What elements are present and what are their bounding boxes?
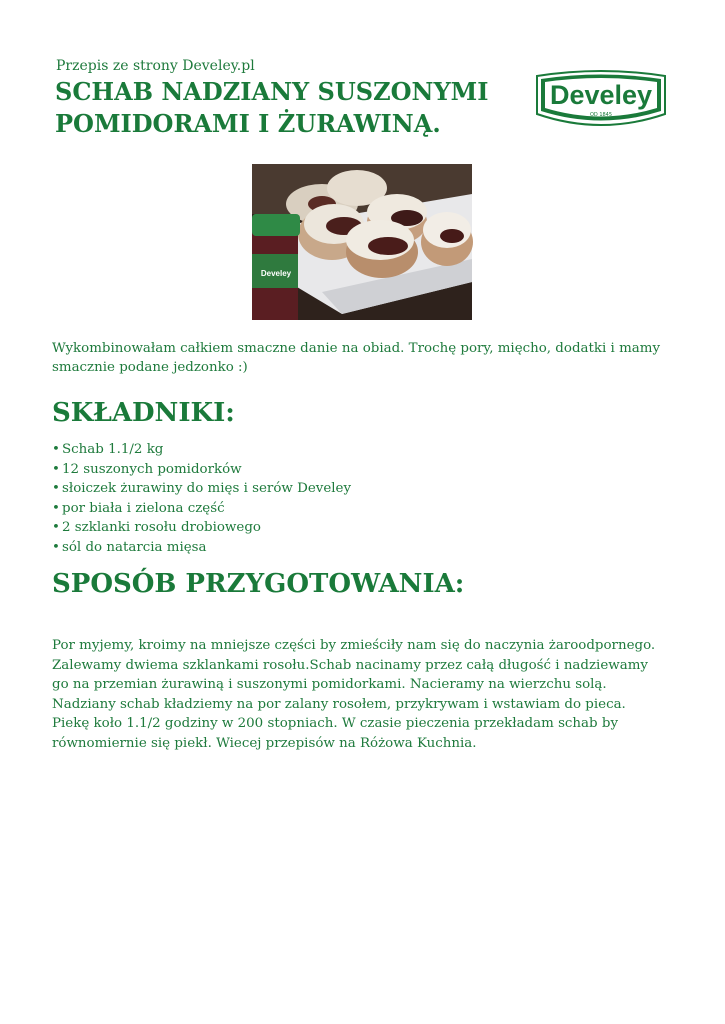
list-item [52, 518, 351, 538]
ingredient-text: sól do natarcia mięsa [62, 539, 207, 555]
ingredient-text: 2 szklanki rosołu drobiowego [62, 520, 261, 535]
bullet-icon: • [52, 481, 60, 496]
recipe-title: SCHAB NADZIANY SUSZONYMI POMIDORAMI I ŻURAWINĄ. [55, 77, 489, 138]
bullet-icon: • [52, 500, 60, 516]
logo-since-text: OD 1845 [589, 112, 613, 118]
method-heading: SPOSÓB PRZYGOTOWANIA: [52, 569, 465, 599]
recipe-photo [252, 164, 472, 420]
list-item [52, 440, 351, 460]
ingredient-text: 12 suszonych pomidorków [62, 461, 242, 477]
intro-paragraph: Wykombinowałam całkiem smaczne danie na obiad. Trochę pory, mięcho, dodatki i mamy smacznie podane jedzonko :) [52, 341, 661, 375]
jar-label-text: Develey [260, 269, 292, 278]
ingredient-text: słoiczek żurawiny do mięs i serów Develey [62, 481, 352, 496]
ingredients-list [52, 440, 351, 557]
bullet-icon: • [52, 539, 60, 555]
logo-brand-text: Develey [549, 80, 653, 110]
list-item [52, 499, 351, 519]
source-text: Przepis ze strony Develey.pl [56, 58, 255, 74]
list-item [52, 460, 351, 480]
ingredients-heading: SKŁADNIKI: [52, 398, 235, 428]
method-paragraph: Por myjemy, kroimy na mniejsze części by zmieściły nam się do naczynia żaroodpornego. Zalewamy dwiema szklankami rosołu.Schab nacinamy przez całą długość i nadziewamy go na przemian żurawiną i suszonymi pomidorkami. Nacieramy na wierzchu solą. Nadziany schab kładziemy na por zalany rosołem, przykrywam i wstawiam do pieca. Piekę koło 1.1/2 godziny w 200 stopniach. W czasie pieczenia przekładam schab by równomiernie się piekł. Wiecej przepisów na Różowa Kuchnia. [52, 638, 656, 751]
ingredient-text: por biała i zielona część [62, 500, 225, 516]
develey-logo [531, 68, 671, 132]
bullet-icon: • [52, 442, 60, 457]
bullet-icon: • [52, 520, 60, 535]
ingredient-text: Schab 1.1/2 kg [62, 442, 164, 457]
bullet-icon: • [52, 461, 60, 477]
list-item [52, 538, 351, 558]
photo-caption: Schab nadziewany suszonymi pomidorami i żurawiną [304, 388, 408, 420]
list-item [52, 479, 351, 499]
